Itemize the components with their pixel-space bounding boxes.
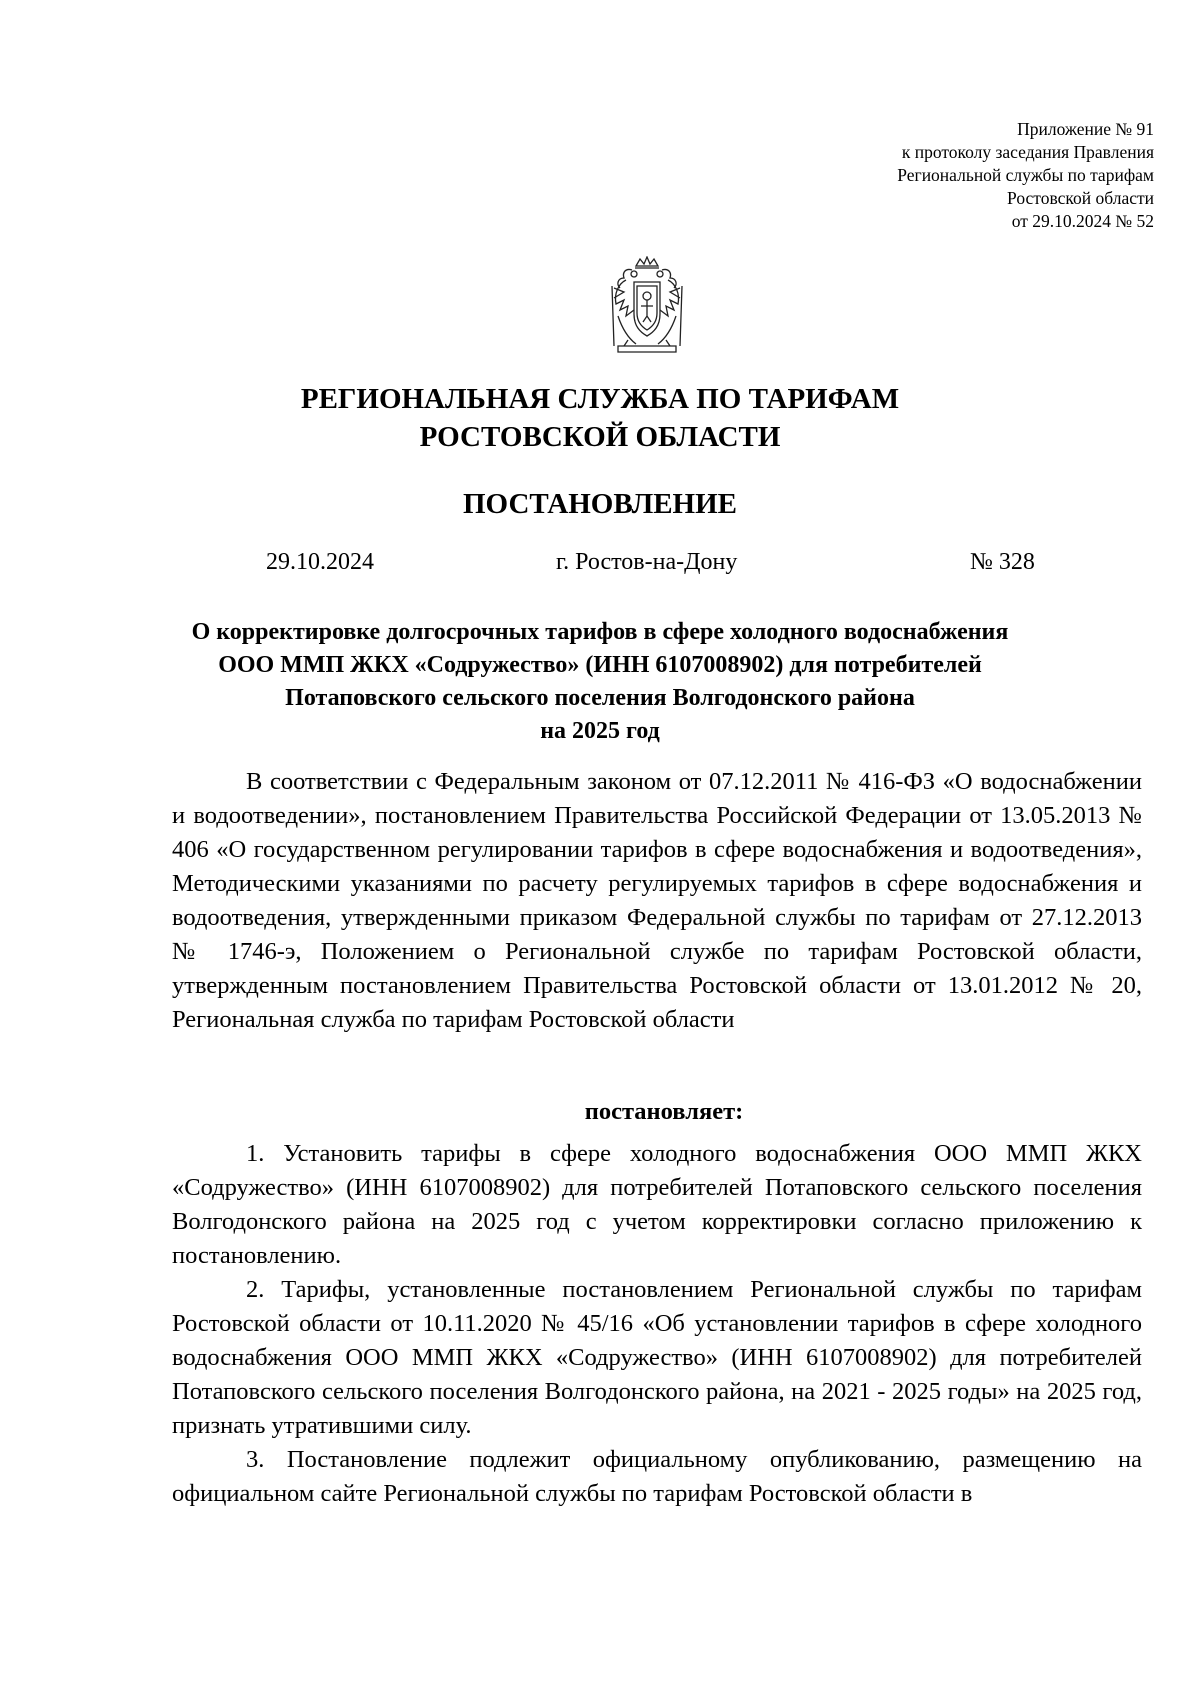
organization-line: РОСТОВСКОЙ ОБЛАСТИ (419, 421, 781, 453)
appendix-line: Ростовской области (1007, 188, 1154, 208)
appendix-line: к протоколу заседания Правления (901, 142, 1154, 162)
document-number: № 328 (970, 549, 1035, 575)
resolves-heading: постановляет: (584, 1098, 744, 1125)
resolution-items (172, 1137, 1142, 1511)
subject-line: на 2025 год (540, 718, 660, 744)
subject-line: О корректировке долгосрочных тарифов в сфере холодного водоснабжения (191, 619, 1009, 645)
appendix-line: от 29.10.2024 № 52 (1011, 211, 1154, 231)
document-subject (100, 616, 1100, 748)
organization-name (0, 380, 1200, 456)
preamble-paragraph: В соответствии с Федеральным законом от 07.12.2011 № 416-ФЗ «О водоснабжении и водоотведении», постановлением Правительства Российской Федерации от 13.05.2013 № 406 «О государственном регулировании тарифов в сфере водоснабжения и водоотведения», Методическими указаниями по расчету регулируемых тарифов в сфере водоснабжения и водоотведения, утвержденными приказом Федеральной службы по тарифам от 27.12.2013 № 1746-э, Положением о Региональной службе по тарифам Ростовской области, утвержденным постановлением Правительства Ростовской области от 13.01.2012 № 20, Региональная служба по тарифам Ростовской области (172, 768, 1142, 1033)
appendix-line: Приложение № 91 (1017, 119, 1154, 139)
document-city: г. Ростов-на-Дону (556, 549, 738, 575)
document-type: ПОСТАНОВЛЕНИЕ (462, 488, 737, 520)
resolution-item-3: 3. Постановление подлежит официальному опубликованию, размещению на официальном сайте Региональной службы по тарифам Ростовской области в (172, 1446, 1142, 1507)
subject-line: Потаповского сельского поселения Волгодонского района (285, 685, 915, 711)
document-date: 29.10.2024 (266, 549, 374, 575)
appendix-line: Региональной службы по тарифам (897, 165, 1154, 185)
resolution-item-1: 1. Установить тарифы в сфере холодного водоснабжения ООО ММП ЖКХ «Содружество» (ИНН 6107008902) для потребителей Потаповского сельского поселения Волгодонского района на 2025 год с учетом корректировки согласно приложению к постановлению. (172, 1140, 1142, 1269)
subject-line: ООО ММП ЖКХ «Содружество» (ИНН 6107008902) для потребителей (218, 652, 982, 678)
coat-of-arms-icon (604, 256, 690, 358)
preamble (172, 765, 1142, 1037)
appendix-note (897, 118, 1154, 233)
organization-line: РЕГИОНАЛЬНАЯ СЛУЖБА ПО ТАРИФАМ (300, 383, 900, 415)
resolution-item-2: 2. Тарифы, установленные постановлением Региональной службы по тарифам Ростовской области от 10.11.2020 № 45/16 «Об установлении тарифов в сфере холодного водоснабжения ООО ММП ЖКХ «Содружество» (ИНН 6107008902) для потребителей Потаповского сельского поселения Волгодонского района, на 2021 - 2025 годы» на 2025 год, признать утратившими силу. (172, 1276, 1142, 1439)
